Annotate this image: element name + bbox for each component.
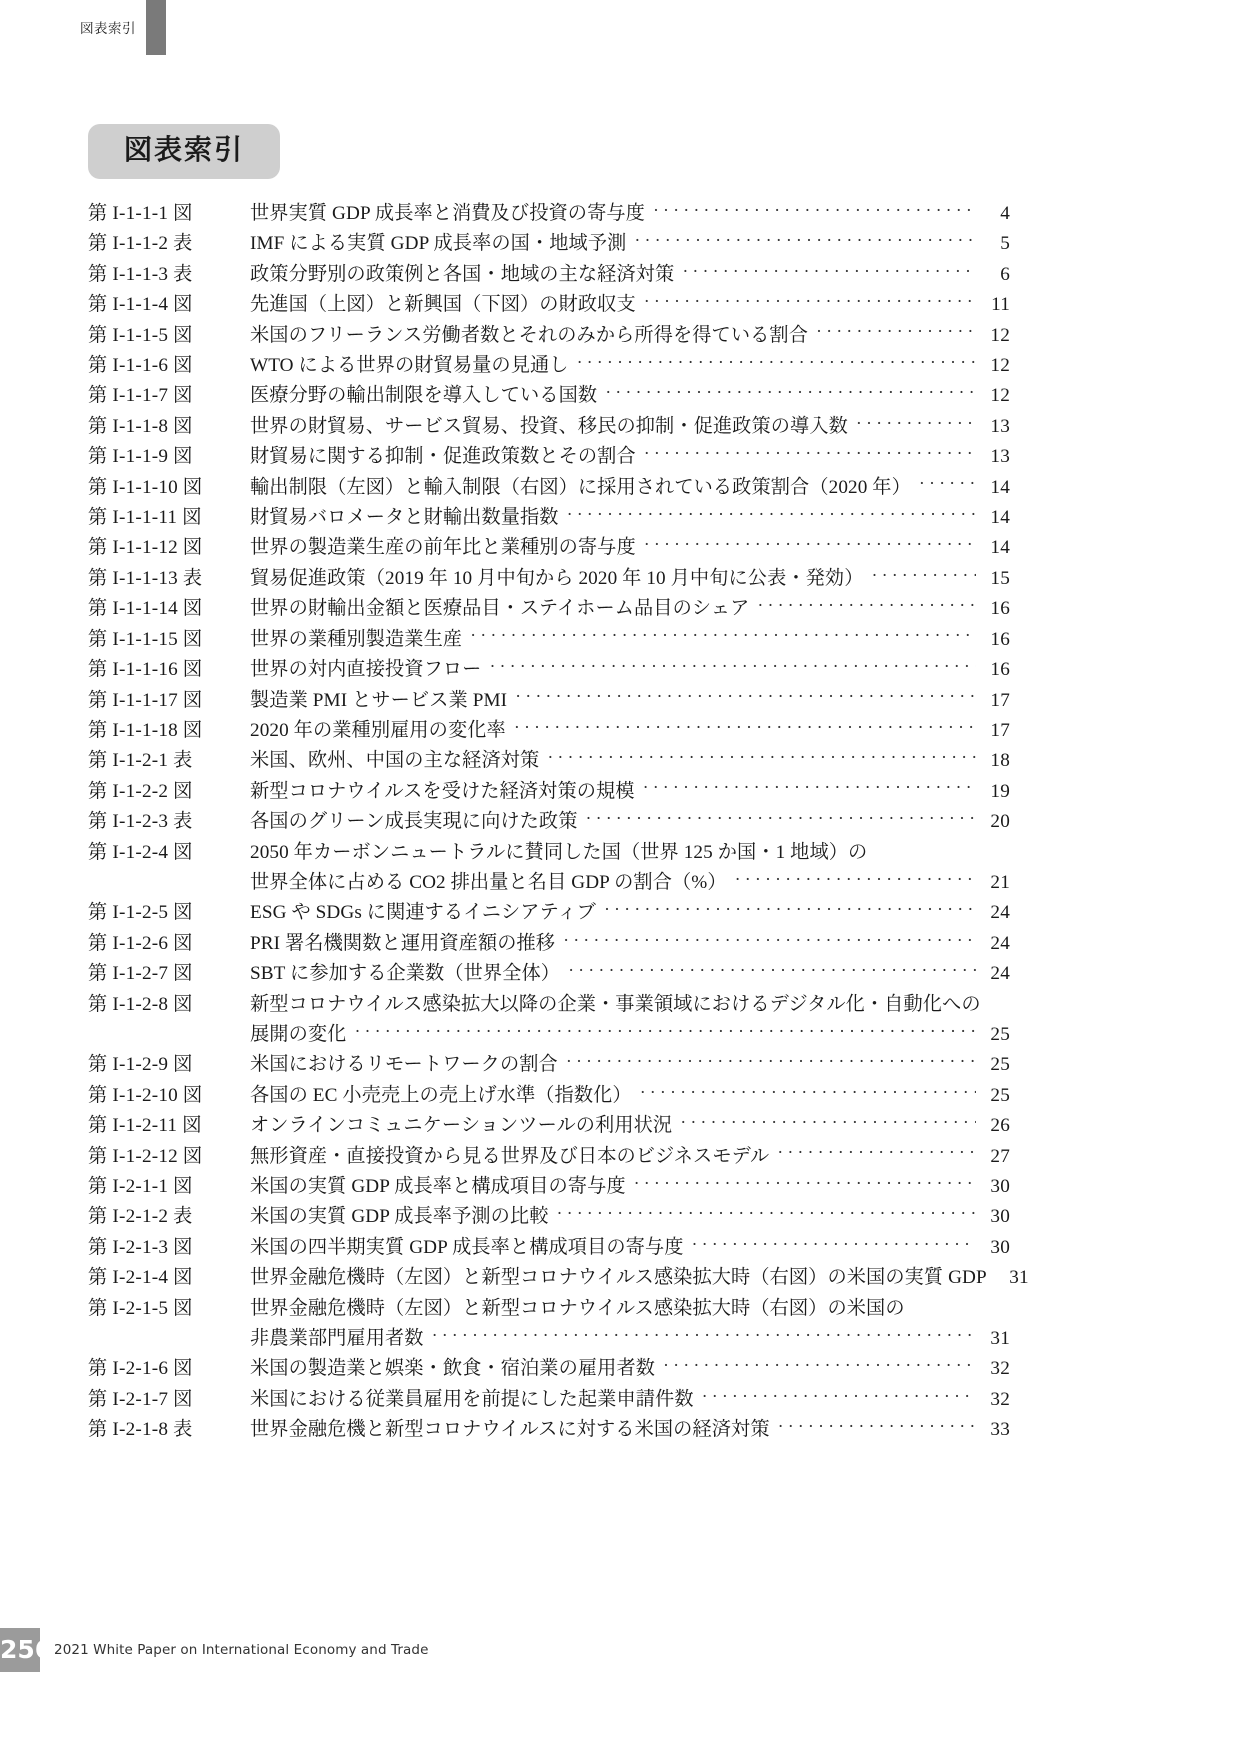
index-entry-body [250, 1385, 1010, 1415]
dot-leader [354, 1025, 976, 1043]
index-entry[interactable] [88, 381, 1010, 411]
index-entry-title: ESG や SDGs に関連するイニシアティブ [250, 902, 596, 924]
index-entry-page-number: 16 [990, 598, 1010, 620]
index-entry-line [250, 868, 1010, 898]
index-entry[interactable] [88, 1050, 1010, 1080]
index-entry-title: 各国のグリーン成長実現に向けた政策 [250, 811, 578, 833]
index-entry-body [250, 1263, 1029, 1293]
index-entry-body [250, 473, 1010, 503]
dot-leader [643, 782, 976, 800]
index-entry-page-number: 25 [990, 1084, 1010, 1106]
dot-leader [563, 934, 976, 952]
index-entry-title: WTO による世界の財貿易量の見通し [250, 355, 569, 377]
index-entry-body [250, 381, 1010, 411]
dot-leader [735, 873, 976, 891]
dot-leader [692, 1238, 976, 1256]
index-entry-number: 第 I-1-2-7 図 [88, 963, 193, 985]
dot-leader [702, 1390, 976, 1408]
index-entry-number: 第 I-1-1-10 図 [88, 476, 203, 498]
dot-leader [913, 1296, 976, 1314]
dot-leader [872, 569, 976, 587]
index-entry-title: 米国の実質 GDP 成長率と構成項目の寄与度 [250, 1176, 626, 1197]
index-entry-line [250, 412, 1010, 442]
index-entry-line [250, 898, 1010, 928]
index-entry-number: 第 I-1-2-6 図 [88, 932, 193, 954]
footer-document-title: 2021 White Paper on International Economy and Trade [54, 1642, 429, 1658]
index-entry[interactable] [88, 412, 1010, 442]
index-entry-number: 第 I-1-1-2 表 [88, 233, 193, 255]
index-entry-line [250, 1385, 1010, 1415]
index-entry-title: 米国の実質 GDP 成長率予測の比較 [250, 1206, 549, 1228]
index-entry-body [250, 442, 1010, 472]
index-entry-number: 第 I-1-1-8 図 [88, 415, 193, 437]
index-entry-title: 世界金融危機時（左図）と新型コロナウイルス感染拡大時（右図）の米国の実質 GDP [250, 1267, 987, 1289]
index-entry-line [250, 199, 1010, 229]
index-entry-line [250, 1294, 1010, 1324]
index-entry-page-number: 25 [990, 1054, 1010, 1076]
index-entry-page-number: 14 [990, 507, 1010, 529]
index-entry-title: 輸出制限（左図）と輸入制限（右図）に採用されている政策割合（2020 年） [250, 476, 911, 498]
index-entry-number: 第 I-1-1-7 図 [88, 385, 193, 407]
dot-leader [566, 1055, 976, 1073]
index-entry-line [250, 716, 1010, 746]
index-entry-body [250, 1081, 1010, 1111]
index-entry[interactable] [88, 1142, 1010, 1172]
index-entry-line [250, 959, 1010, 989]
index-entry-body [250, 686, 1010, 716]
index-entry-line [250, 1233, 1010, 1263]
index-entry-title: 米国のフリーランス労働者数とそれのみから所得を得ている割合 [250, 324, 808, 346]
index-entry-number: 第 I-1-1-15 図 [88, 628, 203, 650]
index-entry-number: 第 I-1-1-13 表 [88, 567, 203, 589]
index-entry[interactable] [88, 442, 1010, 472]
index-entry-line [250, 229, 1010, 259]
index-entry-number: 第 I-2-1-2 表 [88, 1206, 193, 1228]
index-entry-number: 第 I-1-1-17 図 [88, 689, 203, 711]
index-entry-page-number: 30 [990, 1206, 1010, 1228]
index-entry-number: 第 I-1-1-1 図 [88, 203, 193, 224]
index-entry-page-number: 26 [990, 1115, 1010, 1137]
index-entry-title: 2020 年の業種別雇用の変化率 [250, 719, 506, 741]
index-entry-title: 各国の EC 小売売上の売上げ水準（指数化） [250, 1084, 632, 1106]
index-entry-line [250, 990, 1010, 1020]
index-entry-line [250, 1263, 1029, 1293]
index-entry[interactable] [88, 959, 1010, 989]
dot-leader [856, 417, 976, 435]
index-entry-page-number: 20 [990, 811, 1010, 833]
index-entry[interactable] [88, 533, 1010, 563]
dot-leader [680, 1116, 976, 1134]
index-entry-body [250, 959, 1010, 989]
index-entry-body [250, 1202, 1010, 1232]
index-entry-body [250, 1111, 1010, 1141]
index-entry-line [250, 321, 1010, 351]
index-entry-title: 医療分野の輸出制限を導入している国数 [250, 385, 598, 407]
index-entry-title: 世界全体に占める CO2 排出量と名目 GDP の割合（%） [250, 871, 727, 893]
index-entry-line [250, 1142, 1010, 1172]
index-entry[interactable] [88, 655, 1010, 685]
index-entry-title: PRI 署名機関数と運用資産額の推移 [250, 932, 556, 954]
dot-leader [514, 721, 976, 739]
index-entry-title: 米国の製造業と娯楽・飲食・宿泊業の雇用者数 [250, 1358, 656, 1380]
dot-leader [644, 447, 976, 465]
index-entry[interactable] [88, 351, 1010, 381]
index-entry-line [250, 1172, 1010, 1202]
index-entry-page-number: 19 [990, 780, 1010, 802]
index-entry[interactable] [88, 229, 1010, 259]
index-entry[interactable] [88, 1111, 1010, 1141]
index-entry-body [250, 199, 1010, 229]
index-entry-line [250, 260, 1010, 290]
index-entry-title: 2050 年カーボンニュートラルに賛同した国（世界 125 か国・1 地域）の [250, 841, 868, 863]
figure-index-list [88, 199, 1029, 1446]
index-entry-page-number: 30 [990, 1236, 1010, 1258]
dot-leader [432, 1329, 976, 1347]
index-entry-page-number: 14 [990, 476, 1010, 498]
index-entry[interactable] [88, 1172, 1010, 1202]
index-entry-line [250, 838, 1010, 868]
index-entry-body [250, 564, 1010, 594]
index-entry-page-number: 25 [990, 1023, 1010, 1045]
index-entry-number: 第 I-1-1-3 表 [88, 263, 193, 285]
index-entry[interactable] [88, 625, 1010, 655]
index-entry-body [250, 1415, 1010, 1445]
dot-leader [919, 478, 976, 496]
index-entry[interactable] [88, 1263, 1029, 1293]
dot-leader [644, 295, 976, 313]
index-entry-title: 政策分野別の政策例と各国・地域の主な経済対策 [250, 263, 675, 285]
index-entry-line [250, 1020, 1010, 1050]
index-entry-number: 第 I-2-1-7 図 [88, 1388, 193, 1410]
index-entry-line [250, 473, 1010, 503]
dot-leader [640, 1086, 976, 1104]
dot-leader [875, 840, 976, 858]
index-entry-title: 米国、欧州、中国の主な経済対策 [250, 750, 540, 772]
index-entry-line [250, 1111, 1010, 1141]
index-entry-page-number: 4 [1000, 203, 1010, 224]
index-entry-body [250, 229, 1010, 259]
index-entry-page-number: 31 [1009, 1267, 1029, 1289]
index-entry-title: 世界の財輸出金額と医療品目・ステイホーム品目のシェア [250, 598, 750, 620]
index-entry-number: 第 I-1-2-12 図 [88, 1145, 203, 1167]
index-entry-body [250, 655, 1010, 685]
dot-leader [816, 326, 976, 344]
index-entry-body [250, 929, 1010, 959]
index-entry-page-number: 12 [990, 324, 1010, 346]
index-entry-page-number: 24 [990, 932, 1010, 954]
index-entry-body [250, 412, 1010, 442]
running-head-bar [146, 0, 166, 55]
dot-leader [605, 386, 976, 404]
index-entry-body [250, 838, 1010, 899]
index-entry-page-number: 17 [990, 689, 1010, 711]
index-entry-number: 第 I-1-1-6 図 [88, 355, 193, 377]
index-entry-page-number: 30 [990, 1176, 1010, 1197]
dot-leader [489, 660, 976, 678]
index-entry-number: 第 I-1-2-9 図 [88, 1054, 193, 1076]
index-entry[interactable] [88, 564, 1010, 594]
index-entry-body [250, 290, 1010, 320]
index-entry-line [250, 1415, 1010, 1445]
index-entry-number: 第 I-2-1-8 表 [88, 1419, 193, 1441]
index-entry-body [250, 503, 1010, 533]
index-entry-body [250, 990, 1010, 1051]
index-entry-title: 展開の変化 [250, 1023, 347, 1045]
index-entry-title: 世界の業種別製造業生産 [250, 628, 463, 650]
index-entry[interactable] [88, 199, 1010, 229]
index-entry-page-number: 17 [990, 719, 1010, 741]
index-entry-line [250, 746, 1010, 776]
index-entry-number: 第 I-2-1-1 図 [88, 1176, 193, 1197]
index-entry-title: 貿易促進政策（2019 年 10 月中旬から 2020 年 10 月中旬に公表・発効） [250, 567, 864, 589]
index-entry-number: 第 I-1-1-11 図 [88, 507, 202, 529]
index-entry-body [250, 898, 1010, 928]
index-entry-title: 製造業 PMI とサービス業 PMI [250, 689, 508, 711]
dot-leader [777, 1147, 976, 1165]
index-entry-page-number: 13 [990, 415, 1010, 437]
index-entry-number: 第 I-1-1-14 図 [88, 598, 203, 620]
index-entry-body [250, 1142, 1010, 1172]
index-entry-number: 第 I-1-1-18 図 [88, 719, 203, 741]
index-entry-line [250, 442, 1010, 472]
dot-leader [682, 265, 976, 283]
index-entry-title: 世界実質 GDP 成長率と消費及び投資の寄与度 [250, 203, 645, 224]
index-entry[interactable] [88, 807, 1010, 837]
index-entry-number: 第 I-1-1-9 図 [88, 446, 193, 468]
index-entry-line [250, 533, 1010, 563]
index-entry-number: 第 I-2-1-6 図 [88, 1358, 193, 1380]
index-entry-page-number: 13 [990, 446, 1010, 468]
index-entry-title: 無形資産・直接投資から見る世界及び日本のビジネスモデル [250, 1145, 770, 1167]
index-entry-body [250, 807, 1010, 837]
dot-leader [515, 691, 976, 709]
index-entry[interactable] [88, 1081, 1010, 1111]
dot-leader [567, 508, 976, 526]
index-entry-body [250, 1294, 1010, 1355]
index-entry-body [250, 746, 1010, 776]
index-entry-number: 第 I-1-2-4 図 [88, 841, 193, 863]
dot-leader [547, 751, 976, 769]
dot-leader [634, 234, 976, 252]
index-entry-page-number: 6 [1000, 263, 1010, 285]
index-entry-number: 第 I-1-2-2 図 [88, 780, 193, 802]
index-entry-number: 第 I-2-1-4 図 [88, 1267, 193, 1289]
index-entry[interactable] [88, 898, 1010, 928]
index-entry-number: 第 I-1-2-10 図 [88, 1084, 203, 1106]
index-entry-number: 第 I-1-1-5 図 [88, 324, 193, 346]
dot-leader [757, 599, 976, 617]
index-entry-page-number: 16 [990, 628, 1010, 650]
index-entry-page-number: 12 [990, 385, 1010, 407]
index-entry[interactable] [88, 838, 1010, 899]
page-footer [0, 1628, 1241, 1672]
index-entry-number: 第 I-2-1-3 図 [88, 1236, 193, 1258]
index-entry[interactable] [88, 990, 1010, 1051]
index-entry-body [250, 594, 1010, 624]
index-entry-title: SBT に参加する企業数（世界全体） [250, 963, 561, 985]
dot-leader [778, 1420, 976, 1438]
index-entry-number: 第 I-1-1-16 図 [88, 659, 203, 681]
dot-leader [557, 1207, 976, 1225]
index-entry-title: 非農業部門雇用者数 [250, 1328, 424, 1350]
index-entry-body [250, 533, 1010, 563]
index-entry-title: 米国における従業員雇用を前提にした起業申請件数 [250, 1388, 694, 1410]
index-entry[interactable] [88, 1294, 1010, 1355]
index-entry-title: 新型コロナウイルスを受けた経済対策の規模 [250, 780, 635, 802]
index-entry-title: オンラインコミュニケーションツールの利用状況 [250, 1115, 673, 1137]
index-entry-body [250, 716, 1010, 746]
index-entry-line [250, 290, 1010, 320]
index-entry-body [250, 351, 1010, 381]
index-entry-number: 第 I-1-1-12 図 [88, 537, 203, 559]
index-entry[interactable] [88, 746, 1010, 776]
index-entry[interactable] [88, 716, 1010, 746]
index-entry-title: 世界の製造業生産の前年比と業種別の寄与度 [250, 537, 636, 559]
index-entry-page-number: 32 [990, 1388, 1010, 1410]
index-entry-line [250, 351, 1010, 381]
index-entry-number: 第 I-1-2-8 図 [88, 993, 193, 1015]
index-entry-page-number: 32 [990, 1358, 1010, 1380]
index-entry-body [250, 260, 1010, 290]
index-entry-page-number: 12 [990, 355, 1010, 377]
dot-leader [663, 1359, 976, 1377]
index-entry-body [250, 1050, 1010, 1080]
index-entry-number: 第 I-1-2-1 表 [88, 750, 193, 772]
index-entry[interactable] [88, 1385, 1010, 1415]
index-entry[interactable] [88, 290, 1010, 320]
index-entry-line [250, 381, 1010, 411]
index-entry-page-number: 21 [990, 871, 1010, 893]
dot-leader [653, 204, 976, 222]
index-entry-title: 新型コロナウイルス感染拡大以降の企業・事業領域におけるデジタル化・自動化への [250, 993, 981, 1015]
index-entry-number: 第 I-1-2-11 図 [88, 1115, 202, 1137]
index-entry-line [250, 625, 1010, 655]
index-entry-page-number: 27 [990, 1145, 1010, 1167]
index-entry-title: 財貿易バロメータと財輸出数量指数 [250, 507, 559, 529]
index-entry-page-number: 16 [990, 659, 1010, 681]
index-entry-page-number: 31 [990, 1328, 1010, 1350]
index-entry[interactable] [88, 503, 1010, 533]
page-title: 図表索引 [88, 124, 280, 179]
index-entry[interactable] [88, 686, 1010, 716]
index-entry[interactable] [88, 594, 1010, 624]
index-entry-number: 第 I-1-2-3 表 [88, 811, 193, 833]
index-entry-number: 第 I-1-2-5 図 [88, 902, 193, 924]
index-entry-title: 世界の対内直接投資フロー [250, 659, 482, 681]
index-entry[interactable] [88, 1354, 1010, 1384]
index-entry[interactable] [88, 260, 1010, 290]
dot-leader [604, 903, 976, 921]
footer-page-number: 256 [0, 1635, 53, 1664]
index-entry[interactable] [88, 1415, 1010, 1445]
index-entry[interactable] [88, 321, 1010, 351]
index-entry-line [250, 594, 1010, 624]
index-entry[interactable] [88, 1202, 1010, 1232]
index-entry-line [250, 929, 1010, 959]
dot-leader [470, 630, 976, 648]
index-entry-line [250, 1050, 1010, 1080]
running-head [0, 0, 166, 55]
index-entry-line [250, 1324, 1010, 1354]
index-entry-line [250, 503, 1010, 533]
index-entry-line [250, 1354, 1010, 1384]
index-entry-page-number: 24 [990, 963, 1010, 985]
index-entry-title: 先進国（上図）と新興国（下図）の財政収支 [250, 294, 636, 316]
index-entry-page-number: 14 [990, 537, 1010, 559]
index-entry[interactable] [88, 929, 1010, 959]
index-entry-line [250, 777, 1010, 807]
index-entry-title: 財貿易に関する抑制・促進政策数とその割合 [250, 446, 636, 468]
index-entry-body [250, 625, 1010, 655]
dot-leader [634, 1177, 976, 1195]
index-entry-body [250, 777, 1010, 807]
index-entry-title: 世界の財貿易、サービス貿易、投資、移民の抑制・促進政策の導入数 [250, 415, 848, 437]
dot-leader [577, 356, 976, 374]
index-entry-body [250, 321, 1010, 351]
page-title-container [88, 124, 280, 179]
index-entry-page-number: 11 [991, 294, 1010, 316]
index-entry-page-number: 5 [1000, 233, 1010, 255]
dot-leader [568, 964, 976, 982]
index-entry[interactable] [88, 777, 1010, 807]
index-entry-title: IMF による実質 GDP 成長率の国・地域予測 [250, 233, 627, 255]
index-entry-title: 世界金融危機時（左図）と新型コロナウイルス感染拡大時（右図）の米国の [250, 1297, 905, 1319]
index-entry-line [250, 1202, 1010, 1232]
index-entry[interactable] [88, 473, 1010, 503]
index-entry[interactable] [88, 1233, 1010, 1263]
index-entry-body [250, 1172, 1010, 1202]
index-entry-page-number: 33 [990, 1419, 1010, 1441]
running-head-label: 図表索引 [80, 20, 136, 37]
index-entry-number: 第 I-1-1-4 図 [88, 294, 193, 316]
index-entry-title: 世界金融危機と新型コロナウイルスに対する米国の経済対策 [250, 1419, 770, 1441]
index-entry-line [250, 655, 1010, 685]
index-entry-number: 第 I-2-1-5 図 [88, 1297, 193, 1319]
dot-leader [644, 538, 976, 556]
index-entry-line [250, 1081, 1010, 1111]
index-entry-page-number: 24 [990, 902, 1010, 924]
index-entry-line [250, 686, 1010, 716]
index-entry-body [250, 1233, 1010, 1263]
index-entry-title: 米国におけるリモートワークの割合 [250, 1054, 558, 1076]
index-entry-line [250, 807, 1010, 837]
dot-leader [586, 812, 976, 830]
index-entry-page-number: 18 [990, 750, 1010, 772]
index-entry-page-number: 15 [990, 567, 1010, 589]
index-entry-line [250, 564, 1010, 594]
index-entry-title: 米国の四半期実質 GDP 成長率と構成項目の寄与度 [250, 1236, 684, 1258]
index-entry-body [250, 1354, 1010, 1384]
